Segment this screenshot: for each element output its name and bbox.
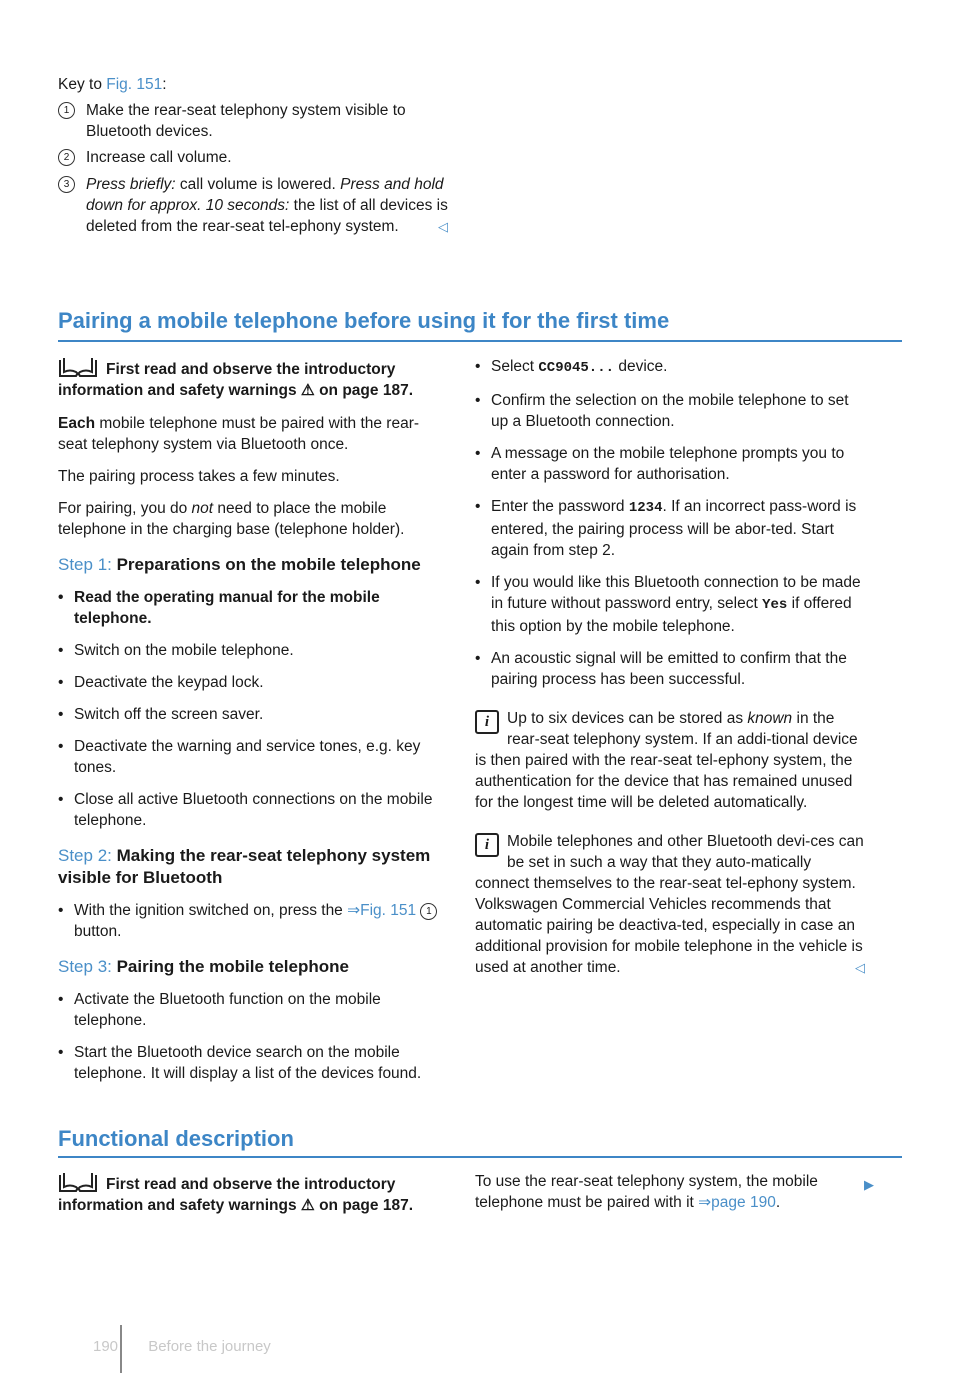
list-item: • Close all active Bluetooth connections on the mobile telephone. bbox=[58, 789, 443, 831]
open-book-icon bbox=[58, 356, 98, 378]
left-column-2 bbox=[58, 1171, 443, 1216]
page-link[interactable]: ⇒page 190 bbox=[698, 1194, 776, 1211]
list-item: • With the ignition switched on, press the ⇒Fig. 151 1 button. bbox=[58, 900, 443, 942]
end-mark-icon: ◁ bbox=[855, 960, 865, 975]
paragraph: For pairing, you do not need to place the mobile telephone in the charging base (telephone holder). bbox=[58, 500, 405, 538]
number-3-icon: 3 bbox=[58, 176, 75, 193]
list-item: • A message on the mobile telephone prompts you to enter a password for authorisation. bbox=[475, 443, 865, 485]
list-item: • If you would like this Bluetooth connection to be made in future without password entry, select Yes if offered this option by the mobile telephone. bbox=[475, 572, 865, 637]
list-item: • An acoustic signal will be emitted to confirm that the pairing process has been successful. bbox=[475, 648, 865, 690]
number-2-icon: 2 bbox=[58, 149, 75, 166]
info-icon: i bbox=[475, 710, 499, 734]
section-heading-pairing: Pairing a mobile telephone before using it for the first time bbox=[58, 308, 670, 333]
info-note-1: i Up to six devices can be stored as known in the rear-seat telephony system. If an addi-tional device is then paired with the rear-seat tel-ephony system, the authentication for the device that has remained unused for the longest time will be deleted automatically. bbox=[475, 710, 858, 811]
page-number: 190 bbox=[93, 1338, 119, 1355]
list-item: • Confirm the selection on the mobile telephone to set up a Bluetooth connection. bbox=[475, 390, 865, 432]
open-book-icon bbox=[58, 1171, 98, 1193]
list-item: • Deactivate the warning and service tones, e.g. key tones. bbox=[58, 736, 443, 778]
step-2-heading: Step 2: Making the rear-seat telephony system visible for Bluetooth bbox=[58, 846, 431, 887]
step-1-heading: Step 1: Preparations on the mobile telephone bbox=[58, 555, 421, 574]
step-3-heading: Step 3: Pairing the mobile telephone bbox=[58, 957, 349, 976]
info-note-2: i Mobile telephones and other Bluetooth devi-ces can be set in such a way that they auto-matically connect themselves to the rear-seat tel-ephony system. Volkswagen Commercial Vehicles recommends that automatic pairing be deactiva-ted, especially in case an additional provision for mobile telephone in the vehicle is used at another time. ◁ bbox=[475, 833, 865, 976]
figure-link[interactable]: ⇒Fig. 151 bbox=[347, 902, 417, 919]
warning-notice: First read and observe the introductory information and safety warnings ⚠ on page 187. bbox=[58, 356, 443, 401]
list-item: • Switch on the mobile telephone. bbox=[58, 640, 443, 661]
key-item-3: 3 Press briefly: call volume is lowered. Press and hold down for approx. 10 seconds: the list of all devices is deleted from the rear-seat tel-ephony system. ◁ bbox=[58, 174, 448, 237]
info-icon: i bbox=[475, 833, 499, 857]
warning-triangle-icon: ⚠ bbox=[300, 382, 315, 399]
list-item: • Deactivate the keypad lock. bbox=[58, 672, 443, 693]
list-item: • Enter the password 1234. If an incorrect pass-word is entered, the pairing process will be abor-ted. Start again from step 2. bbox=[475, 496, 865, 561]
list-item: • Switch off the screen saver. bbox=[58, 704, 443, 725]
list-item: • Activate the Bluetooth function on the mobile telephone. bbox=[58, 989, 443, 1031]
paragraph: To use the rear-seat telephony system, the mobile telephone must be paired with it ⇒page 190. bbox=[475, 1173, 818, 1211]
warning-notice: First read and observe the introductory information and safety warnings ⚠ on page 187. bbox=[58, 1171, 443, 1216]
key-item-1: 1 Make the rear-seat telephony system visible to Bluetooth devices. bbox=[58, 100, 448, 142]
right-column bbox=[475, 356, 865, 989]
figure-link[interactable]: Fig. 151 bbox=[106, 76, 163, 93]
end-mark-icon: ◁ bbox=[438, 219, 448, 234]
paragraph: Each mobile telephone must be paired with the rear-seat telephony system via Bluetooth once. bbox=[58, 415, 420, 453]
warning-triangle-icon: ⚠ bbox=[300, 1197, 315, 1214]
footer-section: Before the journey bbox=[148, 1338, 271, 1355]
list-item: • Select CC9045... device. bbox=[475, 356, 865, 379]
key-intro: Key to Fig. 151: bbox=[58, 76, 167, 93]
number-1-icon: 1 bbox=[420, 903, 437, 920]
heading-rule bbox=[58, 340, 902, 342]
list-item: • Start the Bluetooth device search on the mobile telephone. It will display a list of the devices found. bbox=[58, 1042, 443, 1084]
left-column bbox=[58, 356, 443, 1095]
number-1-icon: 1 bbox=[58, 102, 75, 119]
section-heading-functional: Functional description bbox=[58, 1126, 294, 1151]
list-item: • Read the operating manual for the mobile telephone. bbox=[58, 587, 443, 629]
right-column-2 bbox=[475, 1171, 860, 1224]
continue-arrow-icon: ▶ bbox=[864, 1177, 874, 1192]
key-item-2: 2 Increase call volume. bbox=[58, 147, 448, 168]
page-footer bbox=[93, 1338, 271, 1355]
paragraph: The pairing process takes a few minutes. bbox=[58, 468, 340, 485]
heading-rule bbox=[58, 1156, 902, 1158]
